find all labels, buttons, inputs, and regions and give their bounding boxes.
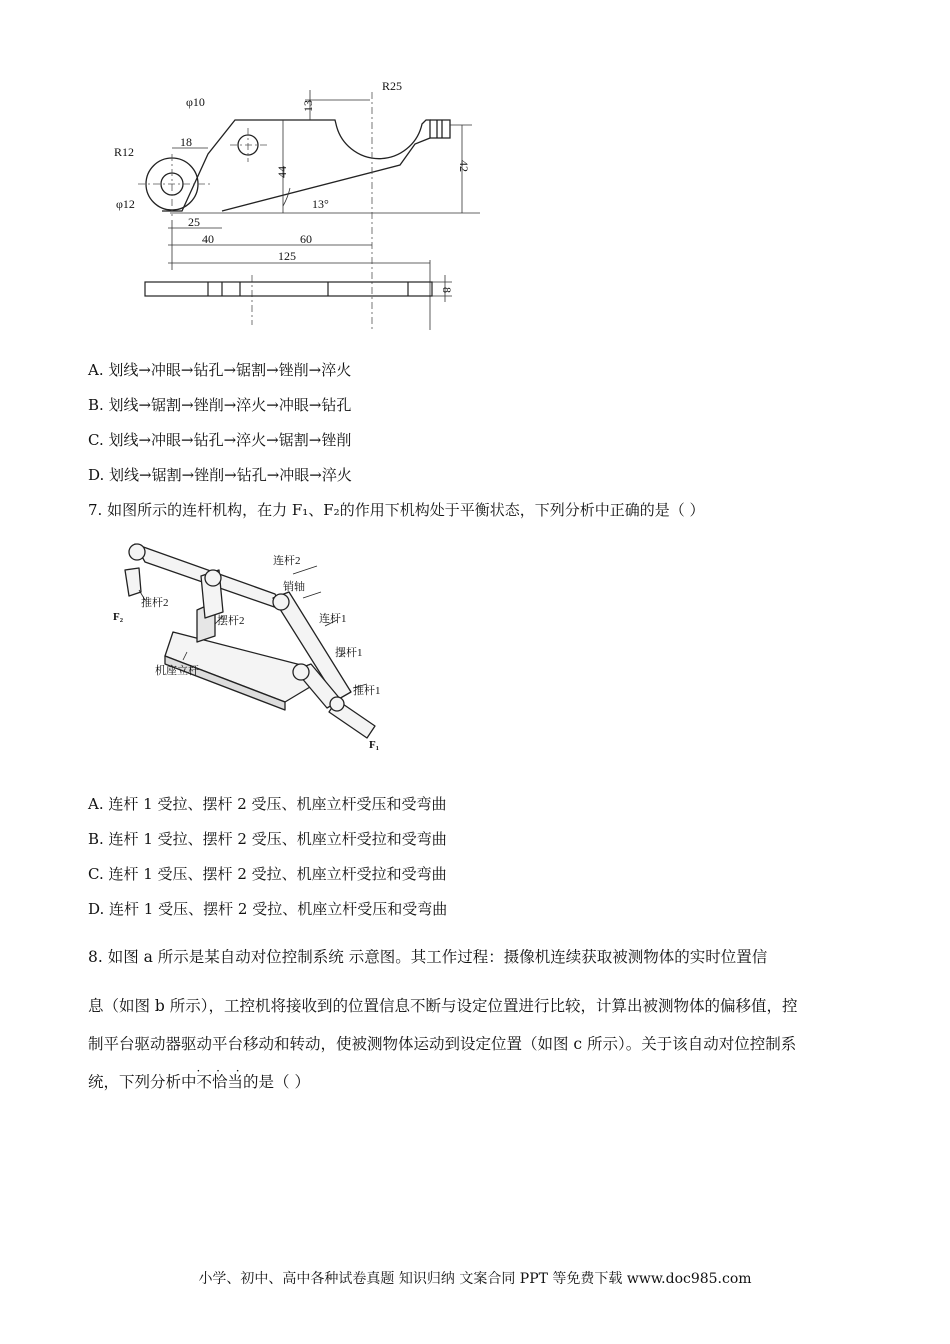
dim-60: 60 — [300, 232, 312, 246]
label-link1: 连杆1 — [319, 613, 347, 625]
q7-option-d[interactable]: D. 连杆 1 受压、摆杆 2 受拉、机座立杆受压和受弯曲 — [88, 900, 448, 918]
dim-44: 44 — [275, 166, 289, 178]
q8-line-1: 8. 如图 a 所示是某自动对位控制系统 示意图。其工作过程：摄像机连续获取被测物体的实时位置信 — [88, 948, 768, 966]
linkage-figure — [105, 532, 405, 754]
q7-stem: 7. 如图所示的连杆机构，在力 F₁、F₂的作用下机构处于平衡状态，下列分析中正确的是（ ） — [88, 501, 705, 519]
dim-8: 8 — [440, 287, 454, 293]
dim-125: 125 — [278, 249, 296, 263]
q7-option-a[interactable]: A. 连杆 1 受拉、摆杆 2 受压、机座立杆受压和受弯曲 — [88, 795, 447, 813]
dim-r25: R25 — [382, 79, 403, 93]
page-footer: 小学、初中、高中各种试卷真题 知识归纳 文案合同 PPT 等免费下载 www.doc985.com — [198, 1271, 752, 1287]
label-link2: 连杆2 — [273, 555, 301, 567]
label-swing1: 摆杆1 — [335, 647, 363, 659]
q7-option-b[interactable]: B. 连杆 1 受拉、摆杆 2 受压、机座立杆受拉和受弯曲 — [88, 830, 447, 848]
q6-option-c[interactable]: C. 划线→冲眼→钻孔→淬火→锯割→锉削 — [88, 431, 352, 449]
q8-line-3: 制平台驱动器驱动平台移动和转动，使被测物体运动到设定位置（如图 c 所示）。关于该自动对位控制系 — [88, 1035, 797, 1053]
dim-phi12: φ12 — [116, 197, 135, 211]
label-push1: 推杆1 — [353, 685, 381, 697]
dim-25: 25 — [188, 215, 200, 229]
q8-line-4-post: 的是（ ） — [243, 1073, 310, 1091]
dim-r12: R12 — [114, 145, 135, 159]
q6-option-a[interactable]: A. 划线→冲眼→钻孔→锯割→锉削→淬火 — [88, 361, 352, 379]
q8-line-4-pre: 统，下列分析中 — [88, 1073, 197, 1091]
q7-option-c[interactable]: C. 连杆 1 受压、摆杆 2 受拉、机座立杆受拉和受弯曲 — [88, 865, 447, 883]
dim-42: 42 — [457, 160, 471, 172]
dim-phi10: φ10 — [186, 95, 205, 109]
label-swing2: 摆杆2 — [217, 615, 245, 627]
dim-40: 40 — [202, 232, 214, 246]
label-f1: F₁ — [369, 739, 380, 751]
dim-13: 13 — [301, 100, 315, 112]
label-f2: F₂ — [113, 611, 124, 623]
q6-option-b[interactable]: B. 划线→锯割→锉削→淬火→冲眼→钻孔 — [88, 396, 352, 414]
part-drawing — [100, 70, 500, 340]
q8-emphasis: 不恰当 · · · — [197, 1073, 244, 1091]
dim-18: 18 — [180, 135, 192, 149]
q6-option-d[interactable]: D. 划线→锯割→锉削→钻孔→冲眼→淬火 — [88, 466, 352, 484]
dim-angle-13: 13° — [312, 197, 329, 211]
label-pin: 销轴 — [283, 581, 305, 593]
label-base: 机座立杆 — [155, 665, 199, 677]
label-push2: 推杆2 — [141, 597, 169, 609]
q8-line-2: 息（如图 b 所示），工控机将接收到的位置信息不断与设定位置进行比较，计算出被测物体的偏移值，控 — [88, 997, 798, 1015]
q8-line-4 — [88, 1072, 858, 1092]
